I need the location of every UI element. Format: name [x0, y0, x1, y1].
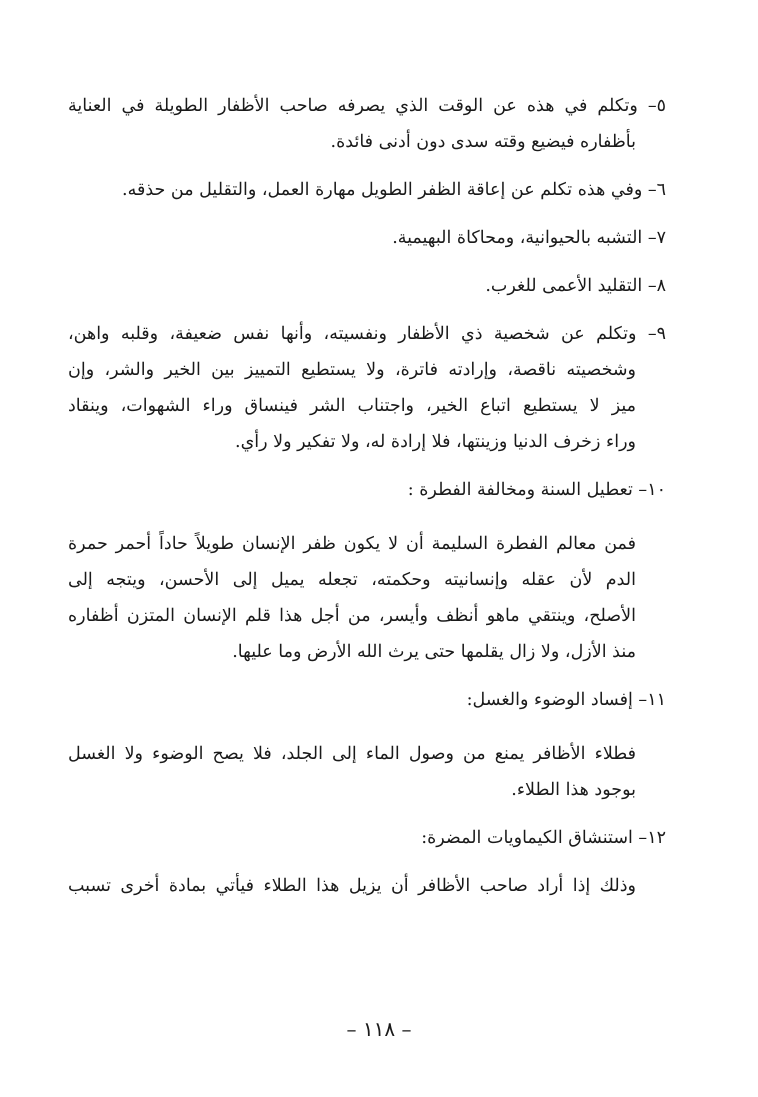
item-10-heading: ١٠– تعطيل السنة ومخالفة الفطرة :	[407, 480, 666, 500]
list-item-12	[68, 820, 666, 904]
list-item-11	[68, 682, 666, 808]
item-10-line-4: منذ الأزل، ولا زال يقلمها حتى يرث الله الأرض وما عليها.	[232, 642, 636, 662]
item-9-line-1: ٩– وتكلم عن شخصية ذي الأظفار ونفسيته، وأنها نفس ضعيفة، وقلبه واهن،	[68, 324, 666, 344]
item-11-line-1: فطلاء الأظافر يمنع من وصول الماء إلى الجلد، فلا يصح الوضوء ولا الغسل	[68, 744, 636, 764]
item-10-line-1: فمن معالم الفطرة السليمة أن لا يكون ظفر الإنسان طويلاً حاداً أحمر حمرة	[68, 534, 636, 554]
item-7-line-1: ٧– التشبه بالحيوانية، ومحاكاة البهيمية.	[392, 228, 666, 248]
list-item-5	[68, 88, 666, 160]
item-10-line-2: الدم لأن عقله وإنسانيته وحكمته، تجعله يميل إلى الأحسن، ويتجه إلى	[68, 570, 636, 590]
item-11-heading: ١١– إفساد الوضوء والغسل:	[466, 690, 666, 710]
page-body	[68, 88, 666, 904]
item-9-line-2: وشخصيته ناقصة، وإرادته فاترة، ولا يستطيع التمييز بين الخير والشر، وإن	[68, 360, 636, 380]
item-10-line-3: الأصلح، وينتقي ماهو أنظف وأيسر، من أجل هذا قلم الإنسان المتزن أظفاره	[68, 606, 636, 626]
item-8-line-1: ٨– التقليد الأعمى للغرب.	[485, 276, 666, 296]
item-6-line-1: ٦– وفي هذه تكلم عن إعاقة الظفر الطويل مهارة العمل، والتقليل من حذقه.	[122, 180, 666, 200]
item-5-line-1: ٥– وتكلم في هذه عن الوقت الذي يصرفه صاحب الأظفار الطويلة في العناية	[68, 96, 666, 116]
item-12-heading: ١٢– استنشاق الكيماويات المضرة:	[421, 828, 666, 848]
page-number: – ١١٨ –	[346, 1017, 412, 1041]
list-item-8	[68, 268, 666, 304]
item-12-line-1: وذلك إذا أراد صاحب الأظافر أن يزيل هذا الطلاء فيأتي بمادة أخرى تسبب	[68, 876, 636, 896]
item-5-line-2: بأظفاره فيضيع وقته سدى دون أدنى فائدة.	[330, 132, 636, 152]
list-item-6	[68, 172, 666, 208]
list-item-10	[68, 472, 666, 670]
list-item-7	[68, 220, 666, 256]
item-11-line-2: بوجود هذا الطلاء.	[511, 780, 636, 800]
list-item-9	[68, 316, 666, 460]
item-9-line-4: وراء زخرف الدنيا وزينتها، فلا إرادة له، ولا تفكير ولا رأي.	[235, 432, 636, 452]
item-9-line-3: ميز لا يستطيع اتباع الخير، واجتناب الشر فينساق وراء الشهوات، وينقاد	[68, 396, 636, 416]
